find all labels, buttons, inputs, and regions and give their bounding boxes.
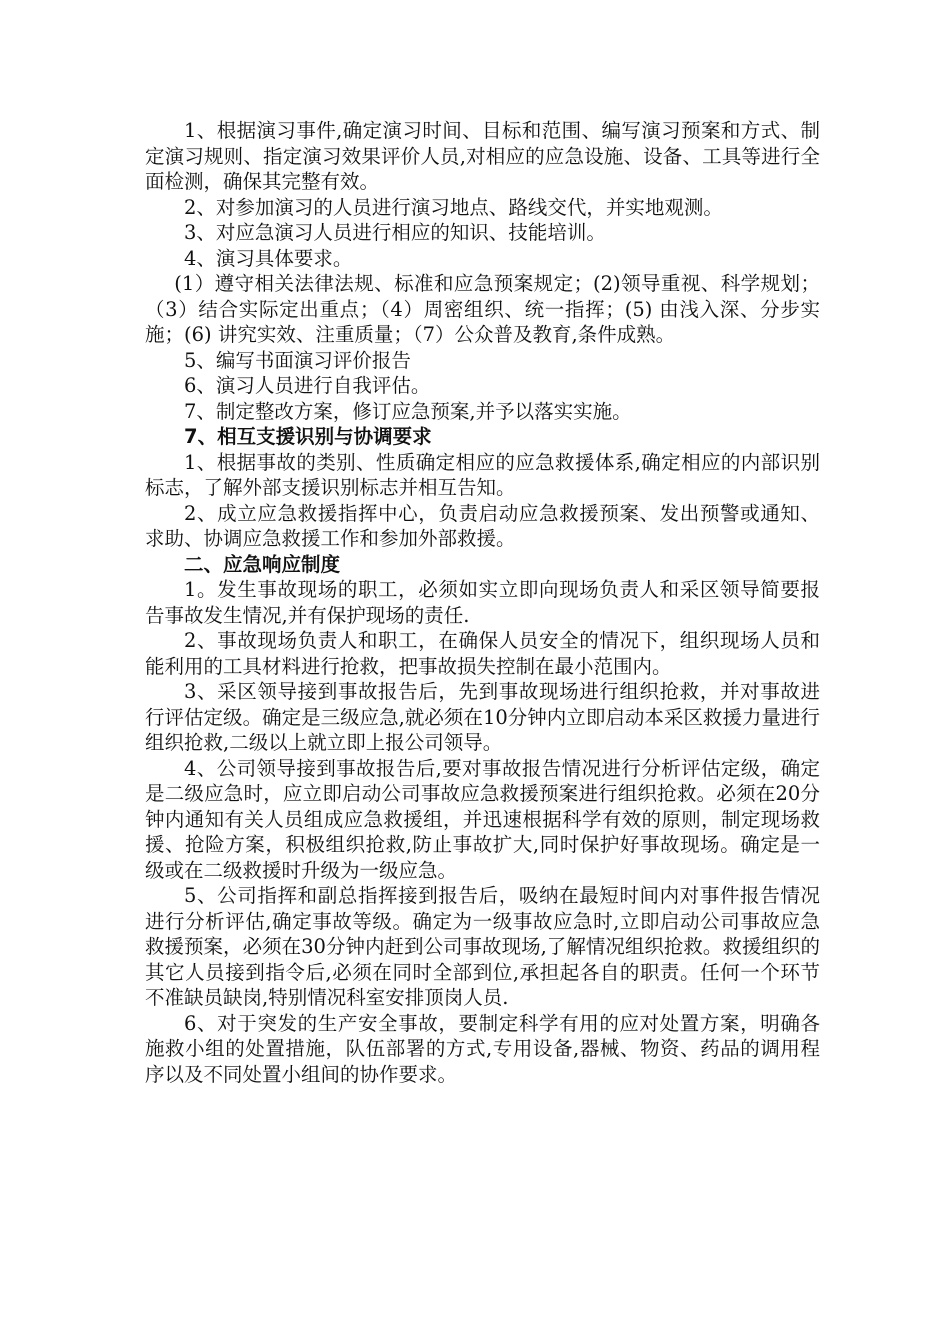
paragraph: 5、公司指挥和副总指挥接到报告后，吸纳在最短时间内对事件报告情况进行分析评估,确定事故等级。确定为一级事故应急时,立即启动公司事故应急救援预案，必须在30分钟内赶到公司事故现场,了解情况组织抢救。救援组织的其它人员接到指令后,必须在同时全部到位,承担起各自的职责。任何一个环节不准缺员缺岗,特别情况科室安排顶岗人员. — [145, 884, 820, 1009]
document-body — [145, 118, 820, 1087]
paragraph: 7、制定整改方案，修订应急预案,并予以落实实施。 — [184, 399, 632, 423]
paragraph: 2、对参加演习的人员进行演习地点、路线交代，并实地观测。 — [184, 195, 723, 219]
paragraph: 4、公司领导接到事故报告后,要对事故报告情况进行分析评估定级，确定是二级应急时，应立即启动公司事故应急救援预案进行组织抢救。必须在20分钟内通知有关人员组成应急救援组，并迅速根据科学有效的原则，制定现场救援、抢险方案，积极组织抢救,防止事故扩大,同时保护好事故现场。确定是一级或在二级救援时升级为一级应急。 — [145, 756, 820, 882]
paragraph: 4、演习具体要求。 — [184, 246, 353, 270]
paragraph: 2、成立应急救援指挥中心，负责启动应急救援预案、发出预警或通知、求助、协调应急救援工作和参加外部救援。 — [145, 501, 820, 550]
paragraph: 6、对于突发的生产安全事故，要制定科学有用的应对处置方案，明确各施救小组的处置措施，队伍部署的方式,专用设备,器械、物资、药品的调用程序以及不同处置小组间的协作要求。 — [145, 1011, 820, 1086]
paragraph: 6、演习人员进行自我评估。 — [184, 374, 431, 397]
section-heading: 二、应急响应制度 — [184, 552, 341, 576]
paragraph: 5、编写书面演习评价报告 — [184, 348, 411, 372]
paragraph: 1。发生事故现场的职工，必须如实立即向现场负责人和采区领导简要报告事故发生情况,并有保护现场的责任. — [145, 578, 820, 627]
section-heading: 7、相互支援识别与协调要求 — [184, 425, 432, 448]
paragraph: 3、采区领导接到事故报告后，先到事故现场进行组织抢救，并对事故进行评估定级。确定是三级应急,就必须在10分钟内立即启动本采区救援力量进行组织抢救,二级以上就立即上报公司领导。 — [145, 680, 820, 754]
paragraph: 2、事故现场负责人和职工，在确保人员安全的情况下，组织现场人员和能利用的工具材料进行抢救，把事故损失控制在最小范围内。 — [145, 629, 820, 678]
paragraph-requirements-list: (1）遵守相关法律法规、标准和应急预案规定；(2)领导重视、科学规划；（3）结合实际定出重点；（4）周密组织、统一指挥；(5) 由浅入深、分步实施；(6) 讲究实效、注重质量；（7）公众普及教育,条件成熟。 — [145, 272, 820, 346]
paragraph: 1、根据事故的类别、性质确定相应的应急救援体系,确定相应的内部识别标志，了解外部支援识别标志并相互告知。 — [145, 450, 820, 499]
paragraph: 3、对应急演习人员进行相应的知识、技能培训。 — [184, 221, 606, 244]
paragraph: 1、根据演习事件,确定演习时间、目标和范围、编写演习预案和方式、制定演习规则、指定演习效果评价人员,对相应的应急设施、设备、工具等进行全面检测，确保其完整有效。 — [145, 119, 820, 193]
